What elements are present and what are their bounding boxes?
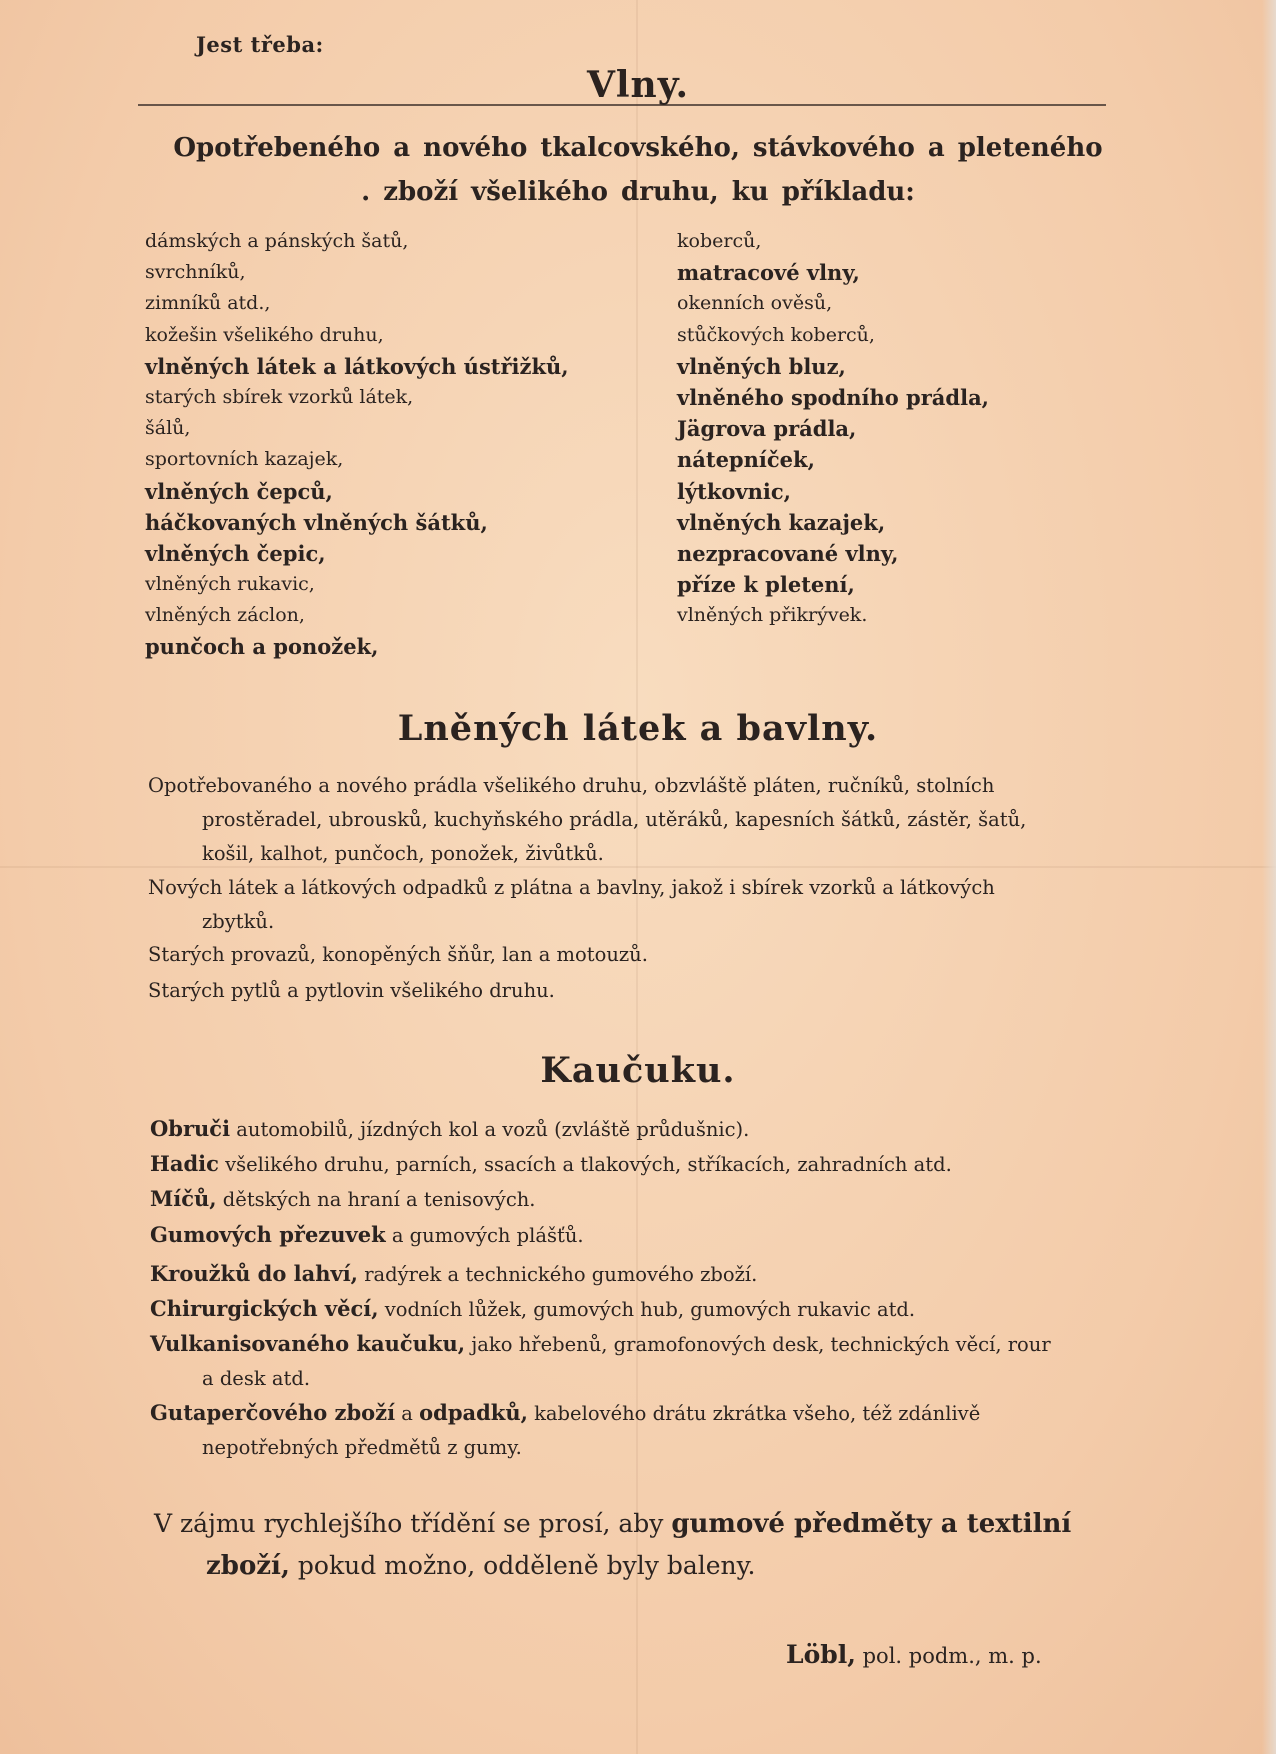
wool-item: vlněných přikrývek.: [677, 604, 868, 627]
wool-item: vlněných bluz,: [677, 353, 846, 379]
wool-item: starých sbírek vzorků látek,: [145, 385, 414, 408]
kaucuku-item: [150, 1112, 1110, 1147]
wool-item: zimníků atd.,: [145, 292, 271, 315]
lnenych-paragraph-2: [148, 871, 1108, 939]
kaucuku-item-bold: Gutaperčového zboží: [150, 1400, 396, 1425]
wool-item: lýtkovnic,: [677, 478, 791, 504]
kaucuku-item: [150, 1147, 1110, 1182]
kaucuku-item-bold: Kroužků do lahví,: [150, 1261, 358, 1286]
wool-item: vlněných rukavic,: [145, 573, 315, 596]
wool-item: vlněných látek a látkových ústřižků,: [145, 353, 569, 379]
vlny-list-right: [677, 226, 1197, 631]
kaucuku-item: [150, 1327, 1110, 1396]
wool-item: stůčkových koberců,: [677, 323, 875, 346]
wool-item: matracové vlny,: [677, 260, 860, 286]
packing-note-line1: [154, 1503, 1114, 1545]
header-jest: Jest třeba:: [196, 32, 324, 57]
lnenych-p1-line1: Opotřebovaného a nového prádla všelikého druhu, obzvláště pláten, ručníků, stolních: [148, 774, 995, 797]
kaucuku-item-mid: a: [395, 1402, 420, 1425]
kaucuku-item: [150, 1396, 1110, 1465]
kaucuku-item-rest: vodních lůžek, gumových hub, gumových rukavic atd.: [378, 1298, 916, 1321]
kaucuku-item-line1: [150, 1327, 1110, 1362]
kaucuku-item: [150, 1257, 1110, 1292]
kaucuku-item-line2: a desk atd.: [202, 1367, 311, 1390]
wool-item: šálů,: [145, 417, 191, 440]
kaucuku-item-bold: Vulkanisovaného kaučuku,: [150, 1331, 466, 1356]
kaucuku-item-rest: kabelového drátu zkrátka všeho, též zdánlivě: [527, 1402, 981, 1425]
signature: [786, 1640, 1042, 1669]
lnenych-p2-line2: zbytků.: [202, 910, 275, 933]
kaucuku-item-rest: dětských na hraní a tenisových.: [216, 1188, 536, 1211]
kaucuku-item: [150, 1292, 1110, 1327]
signature-name: Löbl,: [786, 1640, 856, 1669]
note-text: V zájmu rychlejšího třídění se prosí, aby: [154, 1509, 672, 1538]
vlny-intro-line2-text: zboží všelikého druhu, ku příkladu:: [383, 177, 915, 207]
vlny-intro-line1: Opotřebeného a nového tkalcovského, stávkového a pleteného: [173, 133, 1103, 163]
lnenych-p1-line3: košil, kalhot, punčoch, ponožek, živůtků.: [202, 842, 604, 865]
kaucuku-item-bold: Hadic: [150, 1151, 219, 1176]
kaucuku-item-bold-2: odpadků,: [419, 1400, 528, 1425]
vlny-intro-line2: . zboží všelikého druhu, ku příkladu:: [361, 177, 915, 207]
kaucuku-item: [150, 1182, 1110, 1217]
kaucuku-item-bold: Chirurgických věcí,: [150, 1296, 379, 1321]
kaucuku-item-bold: Obruči: [150, 1116, 231, 1141]
kaucuku-item-rest: jako hřebenů, gramofonových desk, technických věcí, rour: [465, 1333, 1051, 1356]
packing-note-line2: [154, 1545, 1114, 1587]
section-title-vlny: Vlny.: [586, 64, 690, 106]
wool-item: vlněných záclon,: [145, 604, 305, 627]
section-title-lnenych: Lněných látek a bavlny.: [397, 708, 879, 749]
lnenych-paragraph-1: [148, 769, 1108, 871]
note-bold: gumové předměty a textilní: [671, 1509, 1072, 1539]
note-bold: zboží,: [206, 1551, 290, 1581]
wool-item: punčoch a ponožek,: [145, 634, 379, 660]
kaucuku-item-bold: Míčů,: [150, 1186, 217, 1211]
lnenych-p2-line1: Nových látek a látkových odpadků z plátna a bavlny, jakož i sbírek vzorků a látkových: [148, 876, 995, 899]
lnenych-p1-line2: prostěradel, ubrousků, kuchyňského prádla, utěráků, kapesních šátků, zástěr, šatů,: [202, 808, 1027, 831]
wool-item: vlněných čepic,: [145, 540, 326, 566]
wool-item: příze k pletení,: [677, 572, 855, 598]
wool-item: kožešin všelikého druhu,: [145, 323, 384, 346]
kaucuku-item-bold: Gumových přezuvek: [150, 1222, 386, 1247]
kaucuku-item: [150, 1218, 1110, 1253]
wool-item: okenních ověsů,: [677, 292, 833, 315]
wool-item: svrchníků,: [145, 261, 246, 284]
signature-title: pol. podm., m. p.: [855, 1644, 1042, 1668]
wool-item: vlněných kazajek,: [677, 509, 886, 535]
kaucuku-item-line1: [150, 1396, 1110, 1431]
wool-item: nezpracované vlny,: [677, 540, 899, 566]
vlny-list-left: [145, 226, 665, 663]
kaucuku-item-rest: radýrek a technického gumového zboží.: [358, 1263, 758, 1286]
section-title-kaucuku: Kaučuku.: [540, 1050, 736, 1091]
wool-item: háčkovaných vlněných šátků,: [145, 509, 488, 535]
packing-note: [154, 1503, 1114, 1587]
kaucuku-item-rest: a gumových plášťů.: [385, 1224, 584, 1247]
wool-item: sportovních kazajek,: [145, 448, 344, 471]
kaucuku-item-rest: automobilů, jízdných kol a vozů (zvláště průdušnic).: [230, 1118, 750, 1141]
kaucuku-item-line2: nepotřebných předmětů z gumy.: [202, 1436, 522, 1459]
wool-item: nátepníček,: [677, 447, 815, 473]
wool-item: Jägrova prádla,: [677, 416, 857, 442]
wool-item: vlněných čepců,: [145, 478, 333, 504]
wool-item: koberců,: [677, 230, 762, 252]
paper-edge: [1262, 0, 1276, 1754]
kaucuku-item-rest: všelikého druhu, parních, ssacích a tlakových, stříkacích, zahradních atd.: [218, 1153, 952, 1176]
vlny-intro: [0, 126, 1276, 214]
wool-item: vlněného spodního prádla,: [677, 384, 989, 410]
lnenych-paragraph-4: Starých pytlů a pytlovin všelikého druhu.: [148, 979, 555, 1002]
wool-item: dámských a pánských šatů,: [145, 230, 409, 252]
note-text: pokud možno, odděleně byly baleny.: [289, 1551, 756, 1580]
lnenych-paragraph-3: Starých provazů, konopěných šňůr, lan a motouzů.: [148, 943, 648, 966]
